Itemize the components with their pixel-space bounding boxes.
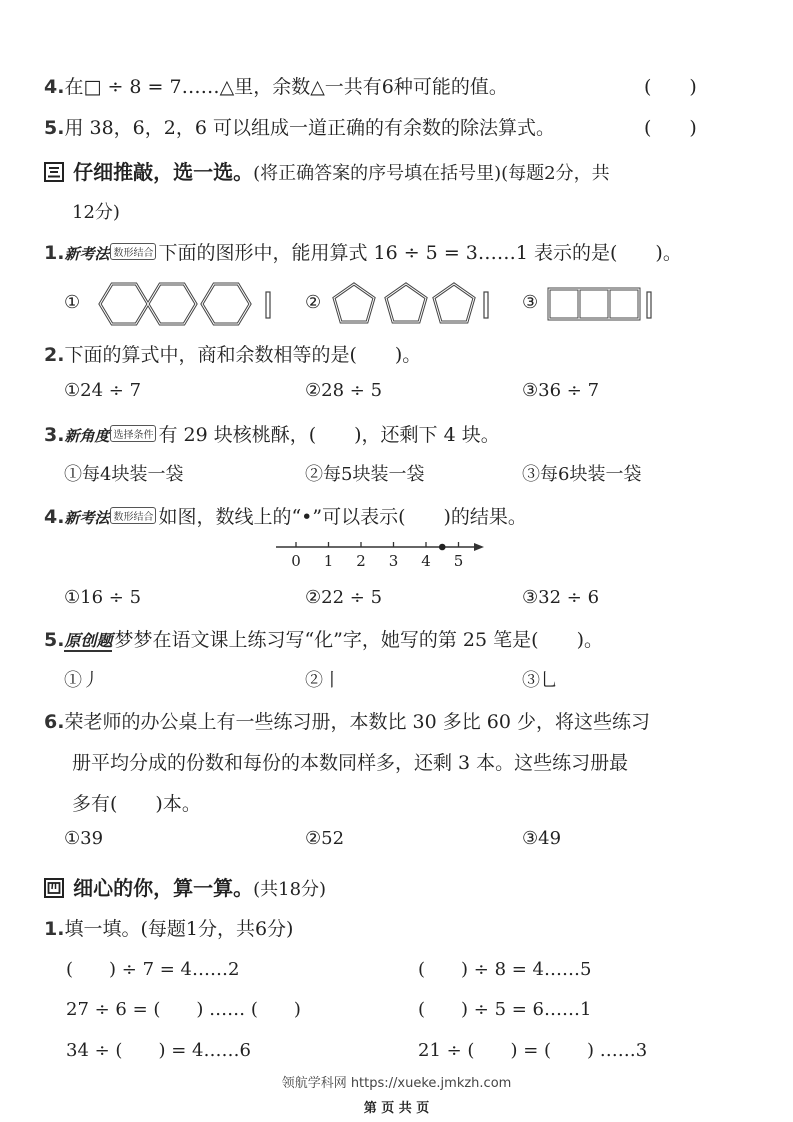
option-1[interactable]: ①24 ÷ 7 (64, 380, 142, 401)
question-number: 1. (44, 918, 65, 940)
pentagon-sticks-figure (330, 280, 495, 328)
fill-item-5[interactable]: 34 ÷ ( ) = 4……6 (66, 1040, 251, 1061)
answer-paren[interactable]: ( ) (644, 117, 697, 139)
question-text: 用 38，6，2，6 可以组成一道正确的有余数的除法算式。 (64, 117, 555, 139)
question-number: 5. (44, 629, 65, 651)
number-line-dot (439, 544, 446, 551)
option-2[interactable]: ②丨 (305, 670, 341, 691)
choice-question-4 (44, 502, 527, 529)
tag-original: 原创题 (64, 631, 113, 650)
footer-page-number: 第 页 共 页 (363, 1101, 430, 1116)
option-3[interactable]: ③ (522, 292, 539, 313)
option-1[interactable]: ①丿 (64, 670, 100, 691)
question-text: 荣老师的办公桌上有一些练习册，本数比 30 多比 60 少，将这些练习 (64, 711, 650, 733)
question-text-line-3: 多有( )本。 (72, 793, 201, 815)
section-3-header (44, 156, 610, 185)
question-text: 下面的图形中，能用算式 16 ÷ 5 = 3……1 表示的是( )。 (158, 242, 682, 264)
answer-paren[interactable]: ( ) (644, 76, 697, 98)
option-1[interactable]: ①39 (64, 828, 104, 849)
choice-question-2 (44, 340, 421, 367)
question-text: 有 29 块核桃酥，( )，还剩下 4 块。 (158, 424, 500, 446)
option-2[interactable]: ②28 ÷ 5 (305, 380, 383, 401)
fill-item-2[interactable]: ( ) ÷ 8 = 4……5 (418, 959, 592, 980)
option-1[interactable]: ①16 ÷ 5 (64, 587, 142, 608)
tag-label: 数形结合 (110, 507, 156, 524)
choice-question-3 (44, 420, 500, 447)
square-sticks-figure (546, 284, 656, 326)
question-text: 梦梦在语文课上练习写“化”字，她写的第 25 笔是( )。 (114, 629, 603, 651)
option-3[interactable]: ③49 (522, 828, 562, 849)
fill-item-1[interactable]: ( ) ÷ 7 = 4……2 (66, 959, 240, 980)
option-2[interactable]: ②52 (305, 828, 345, 849)
tag-new-method: 新考法 (64, 509, 110, 527)
section-marker-icon (44, 162, 64, 182)
section-note: (将正确答案的序号填在括号里)(每题2分，共 (253, 163, 610, 184)
fill-item-3[interactable]: 27 ÷ 6 = ( ) …… ( ) (66, 999, 301, 1020)
question-number: 4. (44, 506, 65, 528)
option-2[interactable]: ②每5块装一袋 (305, 464, 425, 485)
choice-question-5 (44, 625, 603, 652)
arrow-head-icon (474, 543, 484, 551)
question-number: 6. (44, 711, 65, 733)
tag-label: 数形结合 (110, 243, 156, 260)
section-note: (共18分) (253, 879, 327, 900)
choice-question-1 (44, 238, 682, 265)
tick-label: 1 (323, 552, 334, 570)
question-text: 填一填。(每题1分，共6分) (64, 918, 294, 940)
question-number: 3. (44, 424, 65, 446)
question-number: 4. (44, 76, 65, 98)
tag-new-method: 新考法 (64, 245, 110, 263)
tick-label: 5 (453, 552, 464, 570)
calc-question-1 (44, 914, 293, 941)
question-number: 2. (44, 344, 65, 366)
tag-new-angle: 新角度 (64, 427, 110, 445)
question-number: 5. (44, 117, 65, 139)
tick-label: 0 (291, 552, 301, 570)
option-3[interactable]: ③乚 (522, 670, 558, 691)
question-text: 下面的算式中，商和余数相等的是( )。 (64, 344, 422, 366)
tick-label: 2 (356, 552, 366, 570)
question-number: 1. (44, 242, 65, 264)
section-note-cont: 12分) (72, 202, 120, 223)
tick-label: 3 (388, 552, 399, 570)
option-3[interactable]: ③36 ÷ 7 (522, 380, 600, 401)
option-3[interactable]: ③每6块装一袋 (522, 464, 642, 485)
option-1[interactable]: ①每4块装一袋 (64, 464, 184, 485)
tag-label: 选择条件 (110, 425, 156, 442)
option-1[interactable]: ① (64, 292, 81, 313)
judge-question-5 (44, 113, 555, 140)
tick-label: 4 (421, 552, 431, 570)
choice-question-6 (44, 707, 650, 734)
judge-question-4 (44, 72, 508, 99)
option-2[interactable]: ②22 ÷ 5 (305, 587, 383, 608)
section-4-header (44, 872, 326, 901)
question-text-line-2: 册平均分成的份数和每份的本数同样多，还剩 3 本。这些练习册最 (72, 752, 629, 774)
section-marker-icon (44, 878, 64, 898)
fill-item-6[interactable]: 21 ÷ ( ) = ( ) ……3 (418, 1040, 648, 1061)
section-title: 细心的你，算一算。 (73, 876, 254, 900)
number-line (270, 534, 500, 574)
hexagon-sticks-figure (90, 280, 280, 328)
option-3[interactable]: ③32 ÷ 6 (522, 587, 600, 608)
option-2[interactable]: ② (305, 292, 322, 313)
question-text: 如图，数线上的“•”可以表示( )的结果。 (158, 506, 527, 528)
fill-item-4[interactable]: ( ) ÷ 5 = 6……1 (418, 999, 592, 1020)
section-title: 仔细推敲，选一选。 (73, 160, 254, 184)
footer-site: 领航学科网 https://xueke.jmkzh.com (281, 1076, 512, 1091)
question-text: 在□ ÷ 8 = 7……△里，余数△一共有6种可能的值。 (64, 76, 508, 98)
